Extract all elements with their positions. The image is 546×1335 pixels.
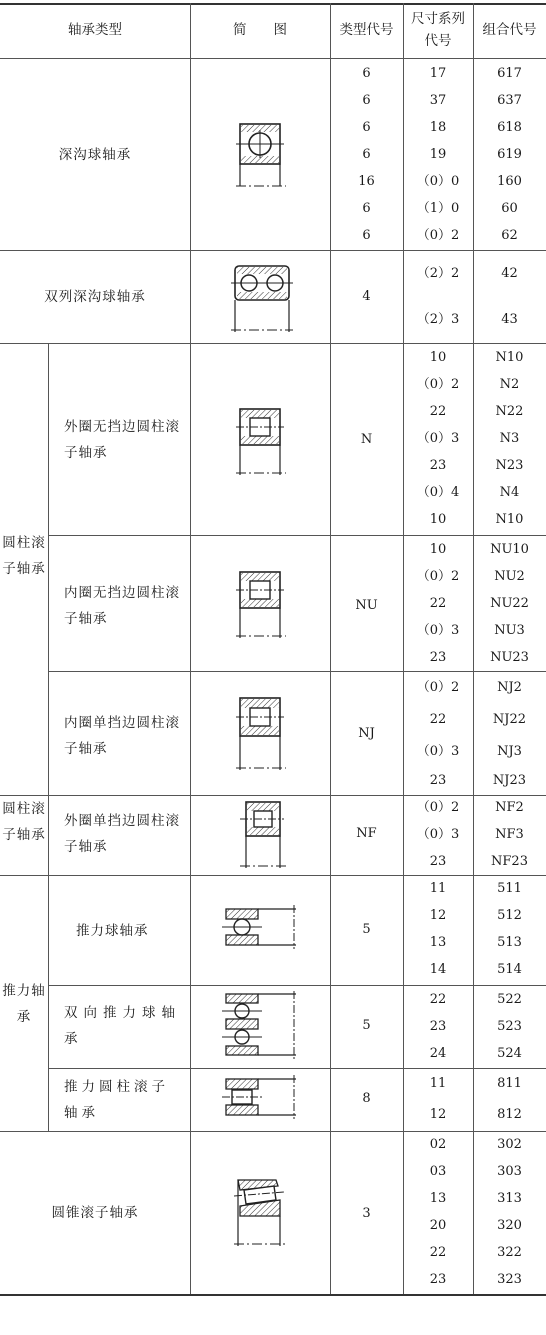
combo-code: 302 [497,1137,522,1152]
size-series: （2）2 [416,266,460,281]
type-code: 6 [362,93,371,108]
type-code: N [360,432,373,447]
size-series: （0）2 [416,228,460,243]
size-series: 22 [429,596,447,611]
size-series: （0）2 [416,569,460,584]
combo-code: 513 [497,935,522,950]
size-series: 37 [429,93,447,108]
combo-code: 60 [501,201,518,216]
combo-code: N3 [499,431,520,446]
size-series: 02 [429,1137,447,1152]
type-code: 6 [362,120,371,135]
size-series: 23 [429,650,447,665]
combo-code: N10 [495,512,524,527]
combo-code: NJ22 [492,712,527,727]
combo-code: 313 [497,1191,522,1206]
type-code: NU [355,598,378,613]
header-sketch: 简 图 [233,22,287,38]
combo-code: 522 [497,992,522,1007]
header-type: 轴承类型 [68,22,122,38]
row-rule [0,1131,546,1132]
header-bottom-rule [0,58,546,59]
size-series: 23 [429,458,447,473]
size-series: （0）2 [416,680,460,695]
type-code: 6 [362,66,371,81]
combo-code: N23 [495,458,524,473]
group-cylindrical: 圆柱滚子轴承 [2,535,46,577]
size-series: 23 [429,1019,447,1034]
size-series: （0）4 [416,485,460,500]
section-name: 外圈单挡边圆柱滚子轴承 [64,813,180,855]
size-series: （0）0 [416,174,460,189]
combo-code: 303 [497,1164,522,1179]
size-series: （0）3 [416,827,460,842]
type-code: NF [356,826,377,841]
combo-code: 512 [497,908,522,923]
combo-code: N22 [495,404,524,419]
combo-code: 62 [501,228,518,243]
combo-code: NU2 [494,569,525,584]
section-name: 外圈无挡边圆柱滚子轴承 [64,419,180,461]
combo-code: 514 [497,962,522,977]
cylindrical-roller-bearing-nu-sketch [236,568,288,640]
table-top-rule [0,3,546,5]
type-code: 3 [362,1206,371,1221]
combo-code: 617 [497,66,522,81]
section-name: 内圈无挡边圆柱滚子轴承 [64,585,180,627]
deep-groove-ball-bearing-sketch [236,120,288,188]
size-series: 20 [429,1218,447,1233]
combo-code: 524 [497,1046,522,1061]
row-rule [48,671,546,672]
size-series: （0）3 [416,744,460,759]
section-name: 深沟球轴承 [58,147,132,163]
size-series: 10 [429,512,447,527]
type-code: 5 [362,1018,371,1033]
combo-code: 523 [497,1019,522,1034]
table-bottom-rule [0,1294,546,1296]
size-series: 14 [429,962,447,977]
tapered-roller-bearing-sketch [232,1176,290,1248]
group-cylindrical-2: 圆柱滚子轴承 [2,801,46,843]
size-series: （0）3 [416,623,460,638]
cylindrical-roller-bearing-n-sketch [236,405,288,477]
combo-code: NU22 [490,596,529,611]
group-thrust: 推力轴承 [2,983,46,1025]
size-series: 13 [429,1191,447,1206]
type-code: 6 [362,228,371,243]
size-series: （2）3 [416,312,460,327]
combo-code: N10 [495,350,524,365]
combo-code: N4 [499,485,520,500]
header-combo: 组合代号 [482,22,537,38]
size-series: 12 [429,1107,447,1122]
combo-code: 511 [497,881,522,896]
combo-code: 637 [497,93,522,108]
thrust-roller-bearing-sketch [222,1075,298,1121]
header-type-code: 类型代号 [339,22,394,38]
size-series: 03 [429,1164,447,1179]
column-rule [403,3,404,1294]
combo-code: NJ23 [492,773,527,788]
section-name: 双列深沟球轴承 [44,289,146,305]
size-series: 22 [429,992,447,1007]
double-row-ball-bearing-sketch [231,262,293,334]
combo-code: NF23 [491,854,528,869]
column-rule [473,3,474,1294]
row-rule [0,795,546,796]
double-thrust-ball-bearing-sketch [222,991,298,1059]
size-series: 23 [429,1272,447,1287]
size-series: 10 [429,542,447,557]
size-series: 23 [429,854,447,869]
column-rule [190,3,191,1294]
group-column-rule [48,343,49,795]
row-rule [48,535,546,536]
combo-code: 42 [501,266,518,281]
combo-code: 43 [501,312,518,327]
size-series: 18 [429,120,447,135]
combo-code: 322 [497,1245,522,1260]
size-series: 23 [429,773,447,788]
section-name: 推力球轴承 [76,923,149,939]
cylindrical-roller-bearing-nj-sketch [236,694,288,774]
row-rule [0,250,546,251]
size-series: （0）2 [416,377,460,392]
combo-code: 320 [497,1218,522,1233]
type-code: 5 [362,922,371,937]
size-series: 17 [429,66,447,81]
combo-code: 812 [497,1107,522,1122]
type-code: 6 [362,147,371,162]
row-rule [48,1068,546,1069]
section-name: 圆锥滚子轴承 [51,1205,139,1221]
size-series: 19 [429,147,447,162]
size-series: 22 [429,1245,447,1260]
section-name: 推力圆柱滚子轴承 [64,1079,169,1121]
combo-code: NU3 [494,623,525,638]
size-series: 11 [429,881,447,896]
combo-code: 618 [497,120,522,135]
type-code: NJ [358,726,375,741]
combo-code: N2 [499,377,520,392]
combo-code: 323 [497,1272,522,1287]
size-series: 22 [429,712,447,727]
combo-code: NU23 [490,650,529,665]
section-name: 双向推力球轴承 [64,1005,181,1047]
size-series: （0）2 [416,800,460,815]
type-code: 4 [362,289,371,304]
row-rule [48,985,546,986]
type-code: 8 [362,1091,371,1106]
header-size-series: 尺寸系列代号 [411,11,465,49]
combo-code: NJ2 [497,680,522,695]
combo-code: NF2 [495,800,524,815]
section-name: 内圈单挡边圆柱滚子轴承 [64,715,180,757]
thrust-ball-bearing-sketch [222,905,298,951]
size-series: （1）0 [416,201,460,216]
combo-code: NJ3 [497,744,522,759]
size-series: 24 [429,1046,447,1061]
row-rule [0,343,546,344]
combo-code: NU10 [490,542,529,557]
type-code: 16 [358,174,375,189]
group-column-rule [48,875,49,1131]
size-series: 10 [429,350,447,365]
type-code: 6 [362,201,371,216]
row-rule [0,875,546,876]
size-series: 13 [429,935,447,950]
size-series: 12 [429,908,447,923]
size-series: （0）3 [416,431,460,446]
size-series: 22 [429,404,447,419]
combo-code: NF3 [495,827,524,842]
combo-code: 160 [497,174,522,189]
group-column-rule [48,795,49,875]
cylindrical-roller-bearing-nf-sketch [236,798,288,870]
size-series: 11 [429,1076,447,1091]
combo-code: 619 [497,147,522,162]
combo-code: 811 [497,1076,522,1091]
